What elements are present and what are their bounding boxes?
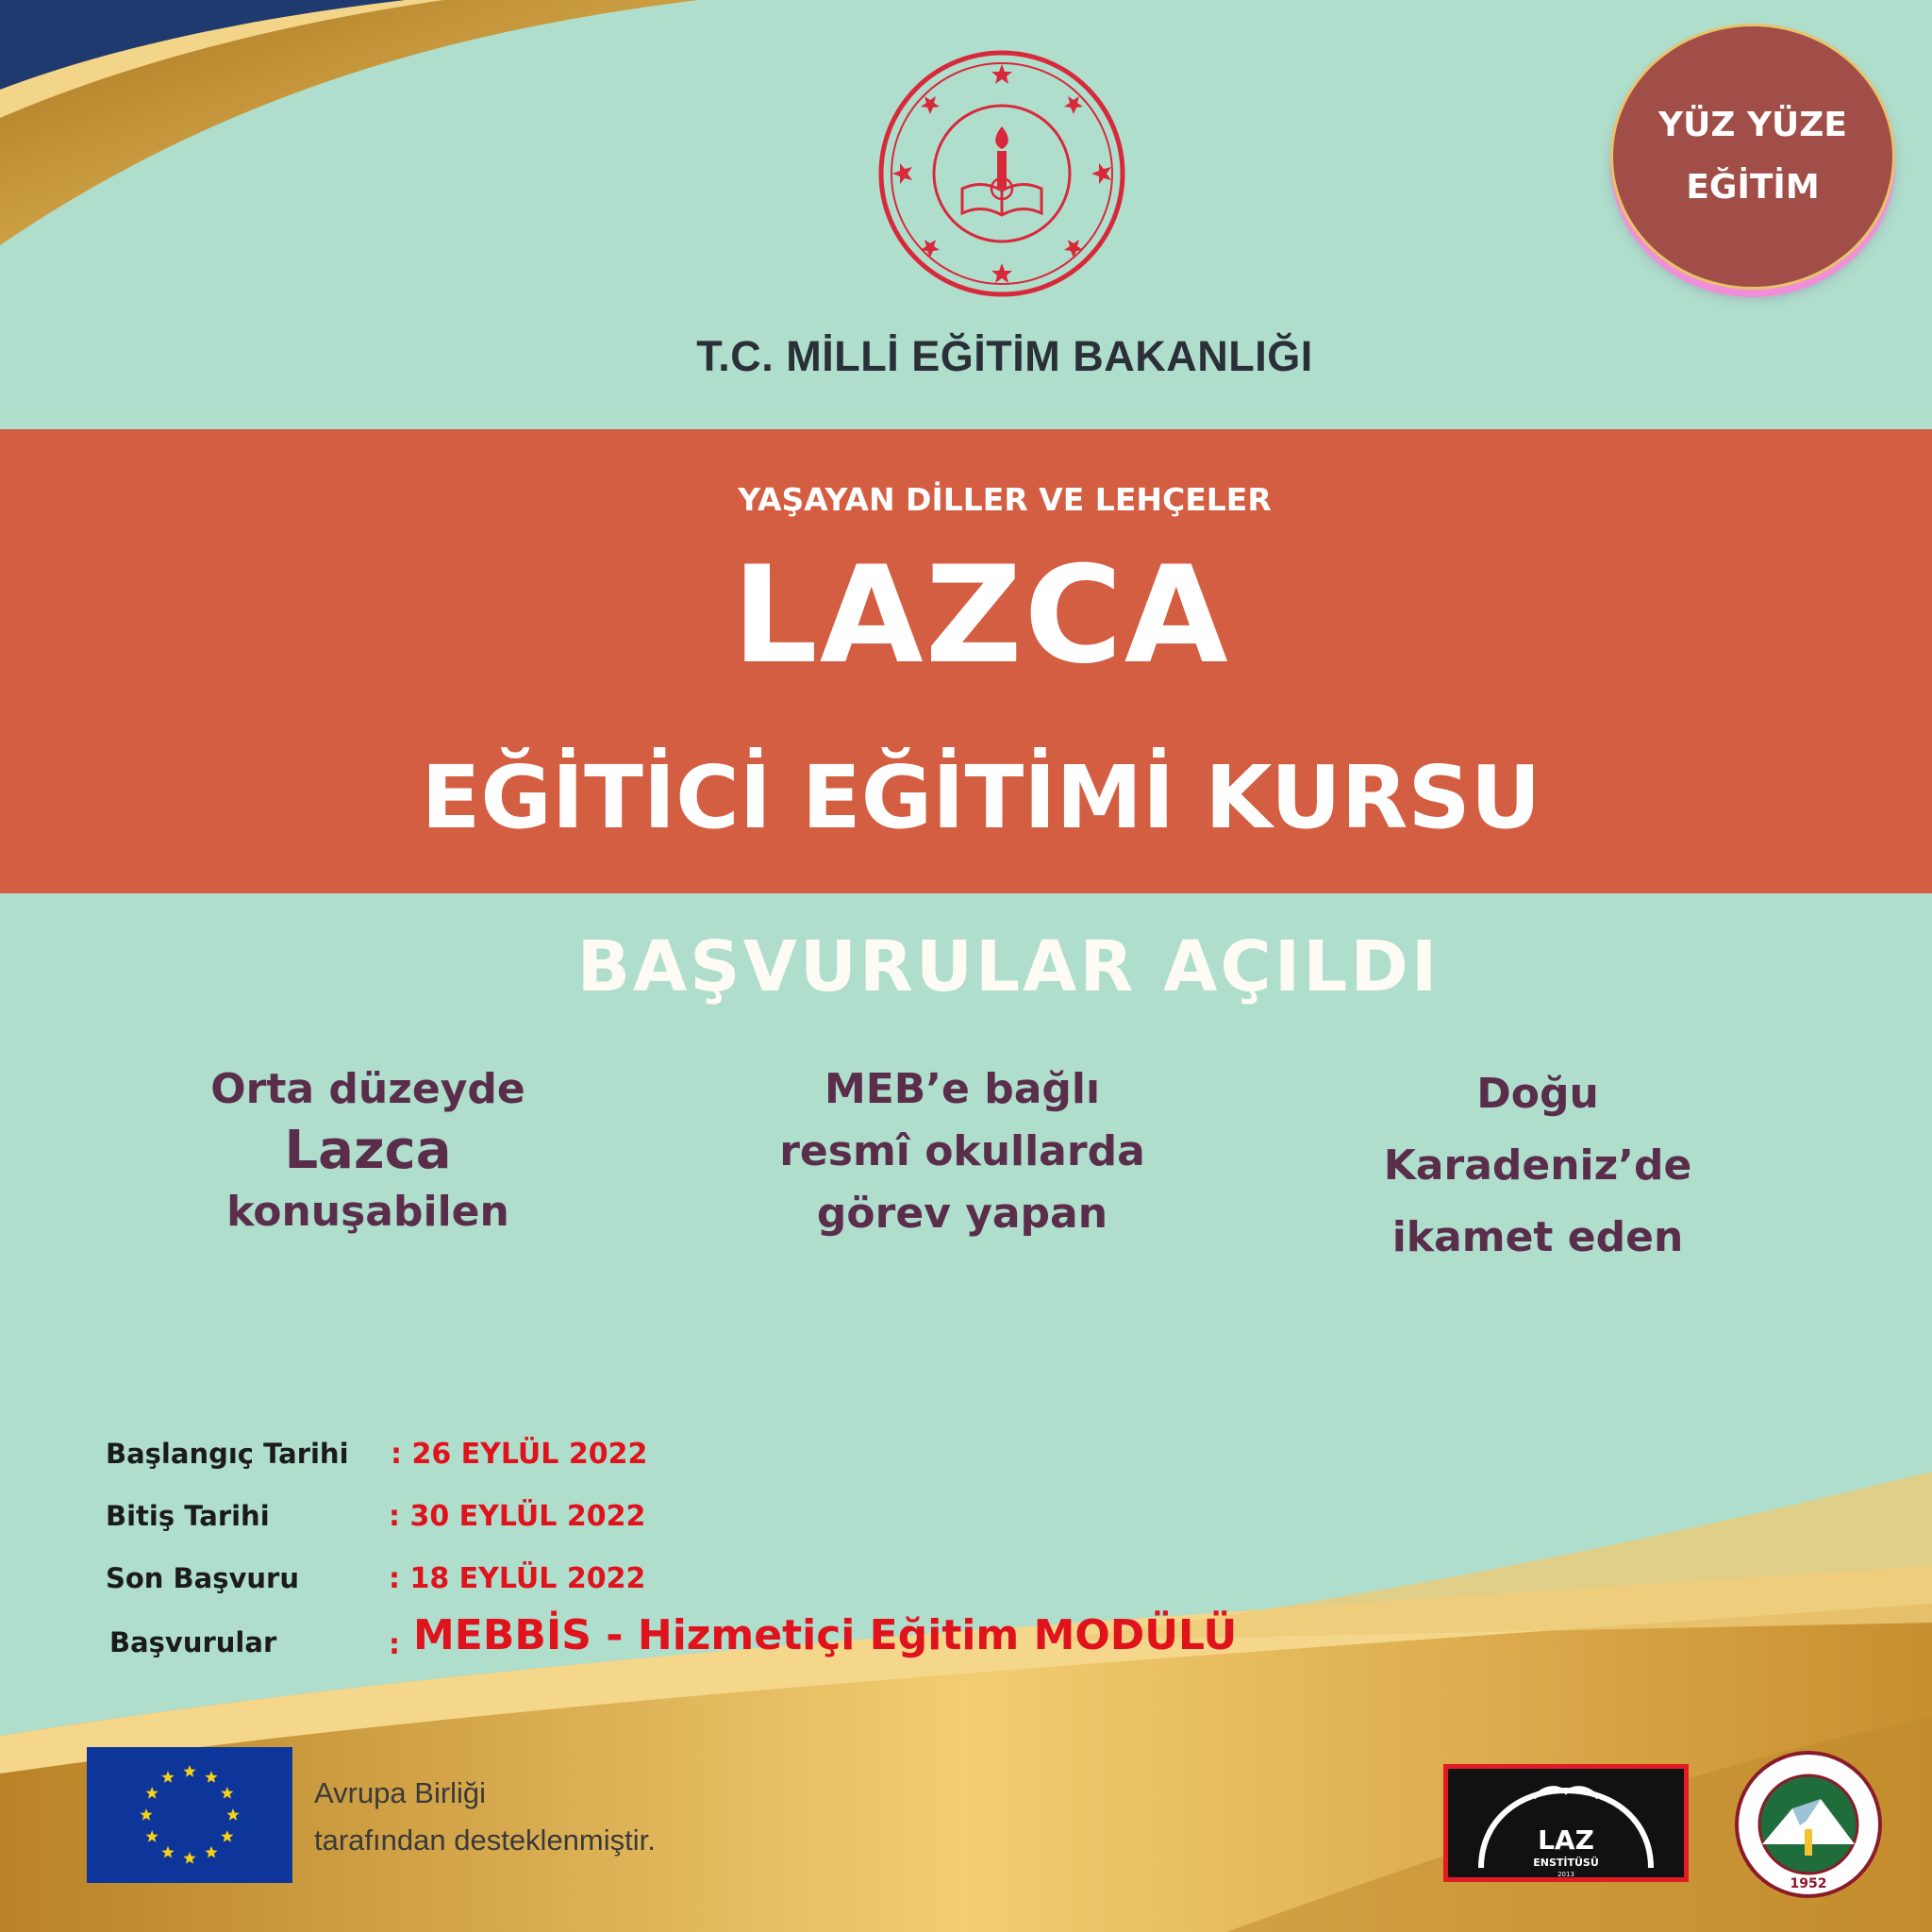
kafkas-association-logo	[1734, 1750, 1883, 1899]
criterion-2-line-3: görev yapan	[816, 1190, 1108, 1238]
end-date-value: : 30 EYLÜL 2022	[389, 1500, 646, 1533]
criterion-residence	[1340, 1058, 1736, 1274]
criterion-2-line-1: MEB’e bağlı	[824, 1065, 1101, 1113]
end-date-label: Bitiş Tarihi	[106, 1500, 270, 1532]
laz-logo-name: LAZ	[1538, 1824, 1594, 1856]
deadline-value: : 18 EYLÜL 2022	[389, 1562, 646, 1595]
eu-flag-icon	[87, 1747, 292, 1883]
criterion-3-line-3: ikamet eden	[1391, 1213, 1684, 1261]
criterion-school-staff	[745, 1058, 1179, 1245]
criterion-2-line-2: resmî okullarda	[779, 1127, 1145, 1175]
banner-language-title: LAZCA	[732, 538, 1230, 693]
ministry-name: T.C. MİLLİ EĞİTİM BAKANLIĞI	[696, 332, 1313, 380]
eu-support-text	[314, 1770, 656, 1864]
criterion-1-line-1: Orta düzeyde	[210, 1065, 525, 1113]
criterion-1-line-2: Lazca	[284, 1120, 452, 1181]
badge-line-1: YÜZ YÜZE	[1658, 106, 1847, 144]
application-separator: :	[389, 1628, 400, 1661]
laz-logo-subtitle: ENSTİTÜSÜ	[1533, 1857, 1599, 1869]
laz-logo-year: 2013	[1557, 1871, 1574, 1878]
criterion-1-line-3: konuşabilen	[226, 1188, 509, 1236]
criterion-language-level	[179, 1058, 557, 1243]
ministry-seal-icon	[875, 47, 1128, 300]
banner-subtitle: YAŞAYAN DİLLER VE LEHÇELER	[738, 481, 1272, 518]
face-to-face-badge	[1613, 26, 1892, 287]
application-value: MEBBİS - Hizmetiçi Eğitim MODÜLÜ	[413, 1611, 1238, 1659]
laz-institute-logo	[1443, 1764, 1689, 1882]
banner-course-title: EĞİTİCİ EĞİTİMİ KURSU	[421, 747, 1541, 848]
eu-line-1: Avrupa Birliği	[314, 1776, 487, 1809]
badge-line-2: EĞİTİM	[1686, 168, 1820, 207]
start-date-value: : 26 EYLÜL 2022	[391, 1438, 648, 1471]
announcement: BAŞVURULAR AÇILDI	[576, 926, 1441, 1008]
criterion-3-line-1: Doğu	[1476, 1070, 1599, 1118]
application-label: Başvurular	[109, 1626, 277, 1658]
criterion-3-line-2: Karadeniz’de	[1383, 1141, 1692, 1190]
deadline-label: Son Başvuru	[106, 1562, 299, 1594]
eu-line-2: tarafından desteklenmiştir.	[314, 1824, 656, 1857]
start-date-label: Başlangıç Tarihi	[106, 1438, 349, 1470]
kafkas-logo-year: 1952	[1790, 1876, 1827, 1891]
